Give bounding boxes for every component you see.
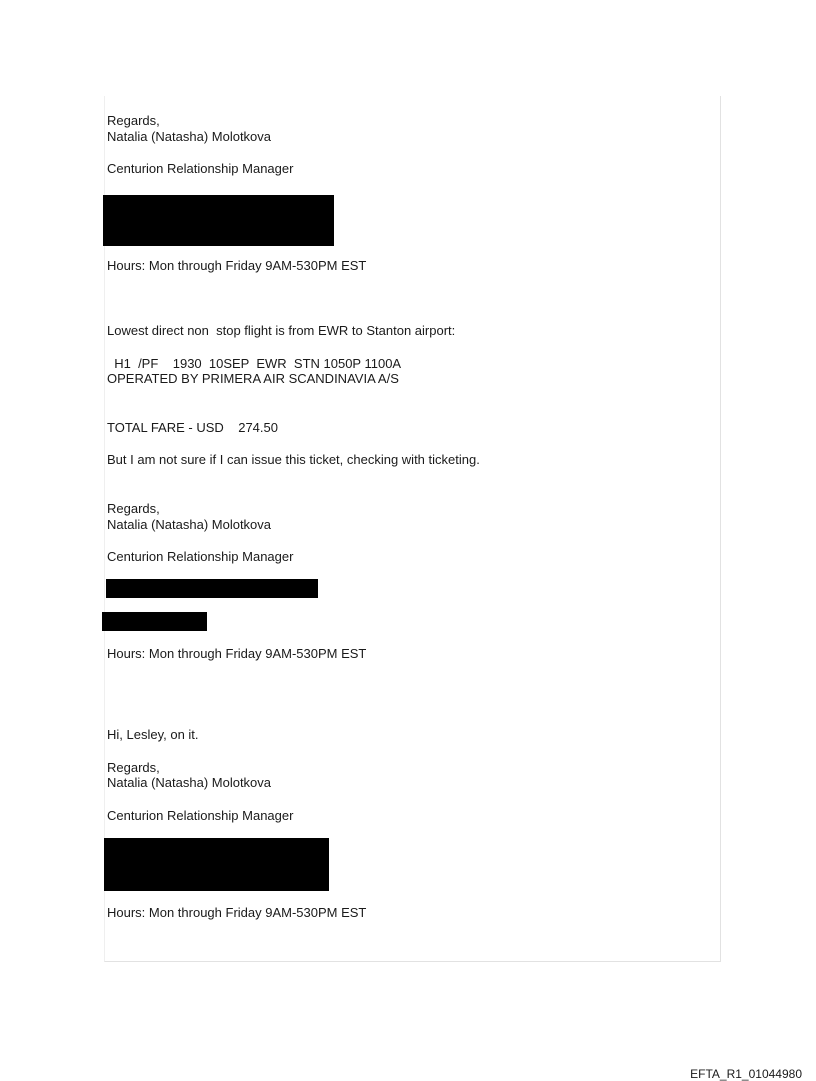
redaction-block xyxy=(104,838,329,891)
sender-name: Natalia (Natasha) Molotkova xyxy=(107,775,272,790)
sender-name: Natalia (Natasha) Molotkova xyxy=(107,517,272,532)
regards-text: Regards, xyxy=(107,501,160,516)
greeting-text: Hi, Lesley, on it. xyxy=(107,727,199,742)
operated-by: OPERATED BY PRIMERA AIR SCANDINAVIA A/S xyxy=(107,371,399,386)
ticket-note: But I am not sure if I can issue this ticket, checking with ticketing. xyxy=(107,452,480,467)
redaction-block xyxy=(102,612,207,631)
office-hours: Hours: Mon through Friday 9AM-530PM EST xyxy=(107,646,367,661)
sender-title: Centurion Relationship Manager xyxy=(107,549,294,564)
redaction-block xyxy=(103,195,334,246)
office-hours: Hours: Mon through Friday 9AM-530PM EST xyxy=(107,258,367,273)
sender-title: Centurion Relationship Manager xyxy=(107,808,294,823)
regards-text: Regards, xyxy=(107,113,160,128)
document-id: EFTA_R1_01044980 xyxy=(690,1067,802,1081)
flight-intro: Lowest direct non stop flight is from EWR to Stanton airport: xyxy=(107,323,456,338)
office-hours: Hours: Mon through Friday 9AM-530PM EST xyxy=(107,905,367,920)
redaction-block xyxy=(106,579,318,598)
total-fare: TOTAL FARE - USD 274.50 xyxy=(107,420,278,435)
sender-title: Centurion Relationship Manager xyxy=(107,161,294,176)
flight-line: H1 /PF 1930 10SEP EWR STN 1050P 1100A xyxy=(107,356,402,371)
sender-name: Natalia (Natasha) Molotkova xyxy=(107,129,272,144)
regards-text: Regards, xyxy=(107,760,160,775)
